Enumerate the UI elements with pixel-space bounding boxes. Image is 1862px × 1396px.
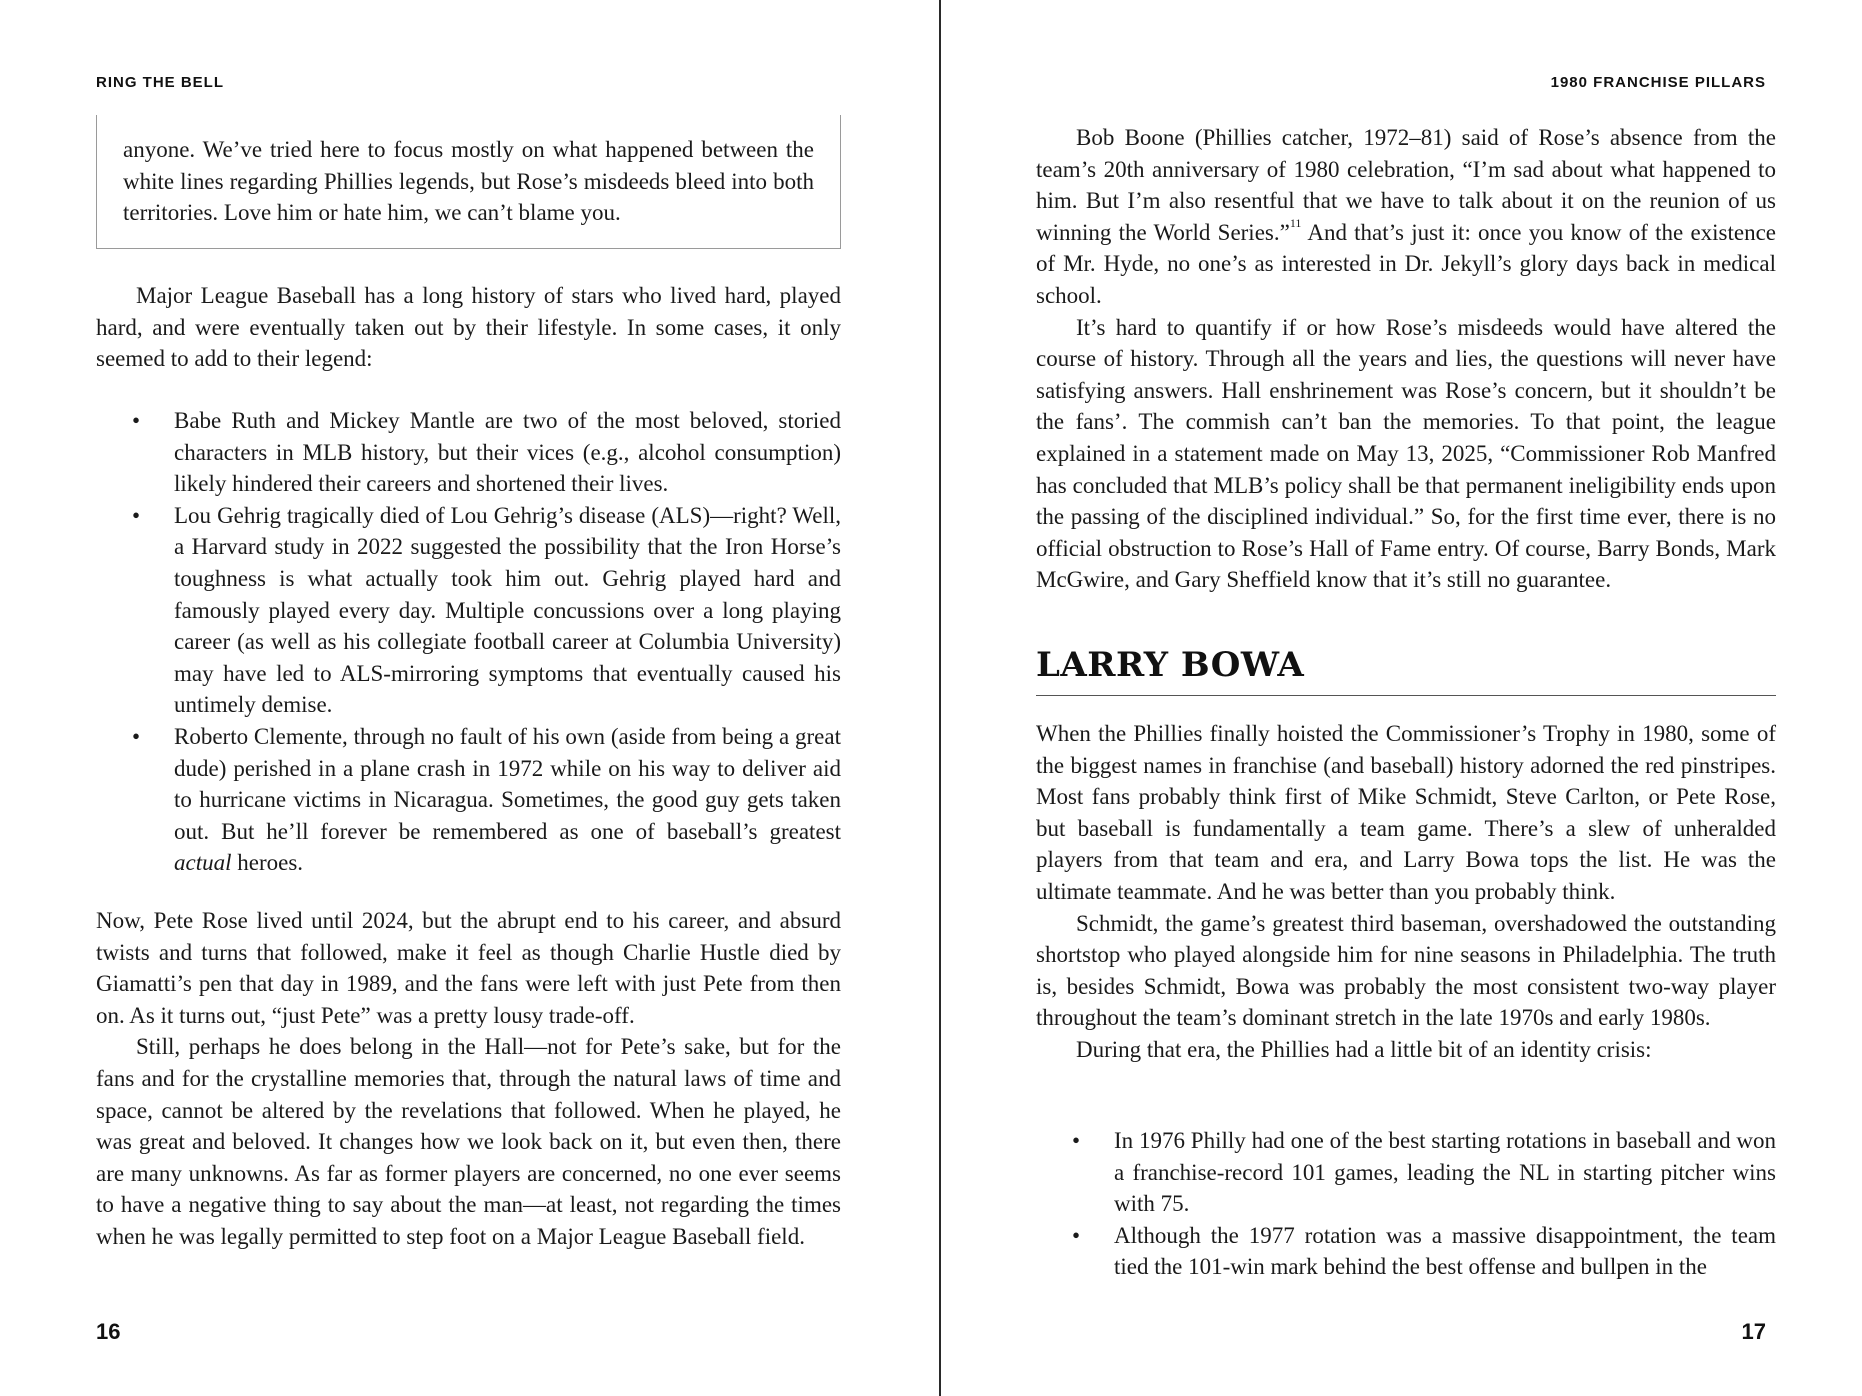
list-item-text bbox=[174, 724, 841, 875]
right-top-block bbox=[1036, 122, 1776, 596]
sidebar-box-text: anyone. We’ve tried here to focus mostly on what happened between the white lines regarding Phillies legends, but Rose’s misdeeds bleed into both territories. Love him or hate him, we can’t blame you. bbox=[123, 137, 814, 226]
page-gutter-divider bbox=[939, 0, 941, 1396]
emphasis-text: actual bbox=[174, 850, 232, 876]
list-item-text-part: heroes. bbox=[231, 850, 304, 876]
bullet-marker: • bbox=[132, 723, 141, 749]
body-paragraph: Schmidt, the game’s greatest third baseman, overshadowed the outstanding shortstop who played alongside him for nine seasons in Philadelphia. The truth is, besides Schmidt, Bowa was probably the most consistent two-way player throughout the team’s dominant stretch in the late 1970s and early 1980s. bbox=[1036, 910, 1776, 1031]
right-body-block bbox=[1036, 718, 1776, 1066]
list-item bbox=[96, 500, 841, 721]
bullet-marker: • bbox=[132, 408, 141, 433]
body-paragraph bbox=[1036, 122, 1776, 312]
body-text-part: And that’s just it: once you know of the existence of Mr. Hyde, no one’s as interested in Dr. Jekyll’s glory days back in medical school. bbox=[1036, 219, 1777, 308]
list-item bbox=[1036, 1220, 1776, 1283]
right-page-number: 17 bbox=[1741, 1319, 1766, 1344]
body-paragraph: It’s hard to quantify if or how Rose’s misdeeds would have altered the course of history. Through all the years and lies, the questions will never have satisfying answers. Hall enshrinement was Rose’s concern, but it shouldn’t be the fans’. The commish can’t ban the memories. To that point, the league explained in a statement made on May 13, 2025, “Commissioner Rob Manfred has concluded that MLB’s policy shall be that permanent ineligibility ends upon the passing of the disciplined individual.” So, for the first time ever, there is no official obstruction to Rose’s Hall of Fame entry. Of course, Barry Bonds, Mark McGwire, and Gary Sheffield know that it’s still no guarantee. bbox=[1036, 314, 1776, 593]
footnote-reference: 11 bbox=[1289, 215, 1302, 230]
intro-paragraph: Major League Baseball has a long history of stars who lived hard, played hard, and were eventually taken out by their lifestyle. In some cases, it only seemed to add to their legend: bbox=[96, 283, 841, 372]
list-item-text-part: Roberto Clemente, through no fault of his own (aside from being a great dude) perished in a plane crash in 1972 while on his way to deliver aid to hurricane victims in Nicaragua. Sometimes, the good guy gets taken out. But he’ll forever be remembered as one of baseball’s greatest bbox=[174, 723, 841, 844]
body-text-part: Bob Boone (Phillies catcher, 1972–81) said of Rose’s absence from the team’s 20th anniversary of 1980 celebration, “I’m sad about what happened to him. But I’m also resentful that we have to talk about it on the reunion of us winning the World Series.” bbox=[1036, 125, 1776, 245]
list-item-text: Babe Ruth and Mickey Mantle are two of the most beloved, storied characters in MLB history, but their vices (e.g., alcohol consumption) likely hindered their careers and shortened their lives. bbox=[174, 408, 841, 497]
left-bullet-list bbox=[96, 405, 841, 879]
list-item bbox=[96, 721, 841, 879]
bullet-marker: • bbox=[1072, 1222, 1081, 1248]
body-paragraph: Still, perhaps he does belong in the Hall—not for Pete’s sake, but for the fans and for the crystalline memories that, through the natural laws of time and space, cannot be altered by the revelations that followed. When he played, he was great and beloved. It changes how we look back on it, but even then, there are many unknowns. As far as former players are concerned, no one ever seems to have a negative thing to say about the man—at least, not regarding the times when he was legally permitted to step foot on a Major League Baseball field. bbox=[96, 1034, 841, 1249]
bullet-marker: • bbox=[132, 502, 141, 528]
right-bullet-list-block bbox=[1036, 1125, 1776, 1283]
right-running-head: 1980 FRANCHISE PILLARS bbox=[1550, 74, 1766, 91]
list-item-text: Although the 1977 rotation was a massive disappointment, the team tied the 101-win mark behind the best offense and bullpen in the bbox=[1114, 1222, 1776, 1280]
sidebar-box bbox=[96, 115, 841, 249]
bullet-marker: • bbox=[1072, 1128, 1081, 1153]
body-paragraph: When the Phillies finally hoisted the Commissioner’s Trophy in 1980, some of the biggest names in franchise (and baseball) history adorned the red pinstripes. Most fans probably think first of Mike Schmidt, Steve Carlton, or Pete Rose, but baseball is fundamentally a team game. There’s a slew of unheralded players from that team and era, and Larry Bowa tops the list. He was the ultimate teammate. And he was better than you probably think. bbox=[1036, 721, 1776, 904]
left-body-block bbox=[96, 905, 841, 1253]
list-item-text: In 1976 Philly had one of the best starting rotations in baseball and won a franchise-record 101 games, leading the NL in starting pitcher wins with 75. bbox=[1114, 1128, 1776, 1217]
left-bullet-list-block bbox=[96, 405, 841, 879]
body-paragraph: During that era, the Phillies had a little bit of an identity crisis: bbox=[1076, 1036, 1652, 1062]
list-item bbox=[1036, 1125, 1776, 1220]
left-intro-block bbox=[96, 280, 841, 375]
list-item bbox=[96, 405, 841, 500]
section-heading-block bbox=[1036, 645, 1776, 696]
left-page-number: 16 bbox=[96, 1319, 121, 1344]
list-item-text: Lou Gehrig tragically died of Lou Gehrig’s disease (ALS)—right? Well, a Harvard study in 2022 suggested the possibility that the Iron Horse’s toughness is what actually took him out. Gehrig played hard and famously played every day. Multiple concussions over a long playing career (as well as his collegiate football career at Columbia University) may have led to ALS-mirroring symptoms that eventually caused his untimely demise. bbox=[174, 502, 841, 718]
body-paragraph: Now, Pete Rose lived until 2024, but the abrupt end to his career, and absurd twists and turns that followed, make it feel as though Charlie Hustle died by Giamatti’s pen that day in 1989, and the fans were left with just Pete from then on. As it turns out, “just Pete” was a pretty lousy trade-off. bbox=[96, 908, 841, 1028]
right-bullet-list bbox=[1036, 1125, 1776, 1283]
section-heading: LARRY BOWA bbox=[1036, 645, 1776, 696]
left-running-head: RING THE BELL bbox=[96, 74, 224, 91]
